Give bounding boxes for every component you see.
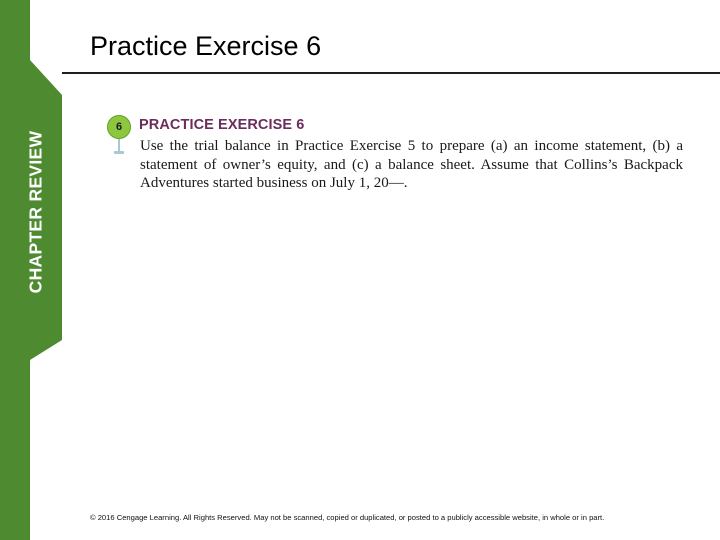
page-title: Practice Exercise 6 — [90, 31, 322, 61]
copyright-notice: © 2016 Cengage Learning. All Rights Reserved. May not be scanned, copied or duplicated, or posted to a publicly accessible website, in whole or in part. — [90, 513, 605, 522]
chapter-review-label: CHAPTER REVIEW — [25, 130, 46, 294]
exercise-text: Use the trial balance in Practice Exercise 5 to prepare (a) an income statement, (b) a statement of owner’s equity, and (c) a balance sheet. Assume that Collins’s Backpack Adventures started business on July 1, 20––. — [140, 138, 683, 191]
exercise-heading: PRACTICE EXERCISE 6 — [139, 117, 305, 133]
title-divider — [62, 72, 720, 74]
exercise-marker — [105, 113, 135, 155]
marker-pin-base — [114, 151, 124, 154]
exercise-number: 6 — [115, 121, 123, 133]
